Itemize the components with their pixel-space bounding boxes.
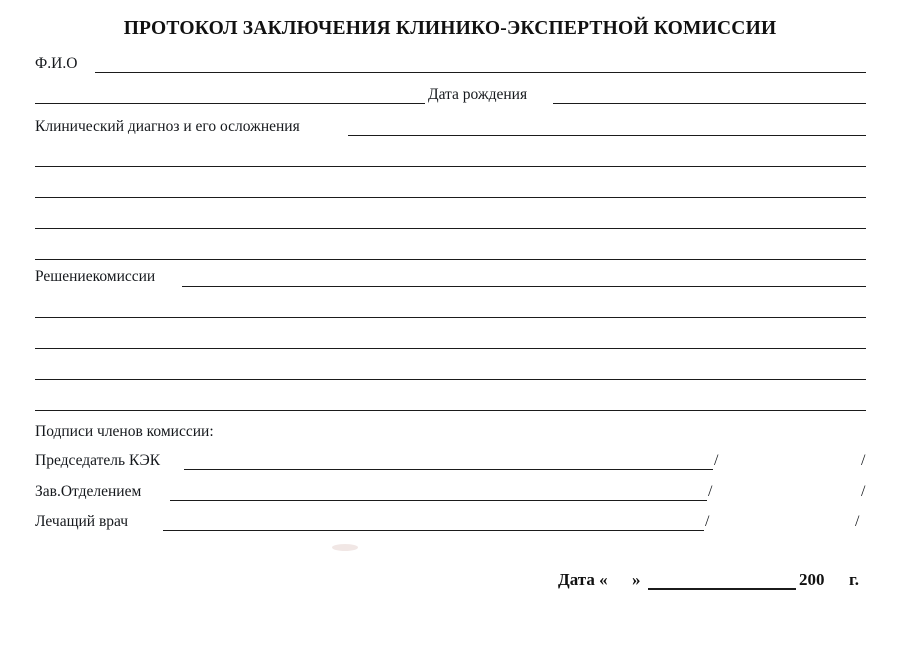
decision-input-line-5[interactable] [35,410,866,411]
decision-label: Решениекомиссии [35,268,156,285]
diagnosis-input-line-2[interactable] [35,166,866,167]
diagnosis-input-line-4[interactable] [35,228,866,229]
footer-date-input-line[interactable] [648,588,796,590]
head-department-label: Зав.Отделением [35,483,142,500]
page-title: ПРОТОКОЛ ЗАКЛЮЧЕНИЯ КЛИНИКО-ЭКСПЕРТНОЙ КОМИССИИ [123,18,777,39]
signatures-label: Подписи членов комиссии: [35,423,214,440]
diagnosis-input-line-5[interactable] [35,259,866,260]
attending-doctor-slash-left: / [705,513,710,530]
diagnosis-label: Клинический диагноз и его осложнения [35,118,300,135]
chairman-slash-right: / [861,452,866,469]
diagnosis-input-line-3[interactable] [35,197,866,198]
footer-year-suffix: г. [849,570,860,589]
fio-label: Ф.И.О [35,55,78,72]
birth-date-input-line[interactable] [553,103,866,104]
footer-year-prefix: 200 [799,570,825,589]
footer-date-prefix: Дата « [558,570,608,589]
decision-input-line-2[interactable] [35,317,866,318]
chairman-input-line[interactable] [184,469,713,470]
birth-date-label: Дата рождения [428,86,528,103]
decision-input-line-4[interactable] [35,379,866,380]
attending-doctor-label: Лечащий врач [35,513,129,530]
head-department-slash-right: / [861,483,866,500]
decision-input-line-3[interactable] [35,348,866,349]
paper-smudge [332,544,358,551]
fio-continuation-line[interactable] [35,103,425,104]
footer-date-quote-close: » [632,570,641,589]
diagnosis-input-line-1[interactable] [348,135,866,136]
chairman-slash-left: / [714,452,719,469]
decision-input-line-1[interactable] [182,286,866,287]
attending-doctor-input-line[interactable] [163,530,704,531]
head-department-input-line[interactable] [170,500,707,501]
head-department-slash-left: / [708,483,713,500]
chairman-label: Председатель КЭК [35,452,161,469]
attending-doctor-slash-right: / [855,513,860,530]
fio-input-line[interactable] [95,72,866,73]
